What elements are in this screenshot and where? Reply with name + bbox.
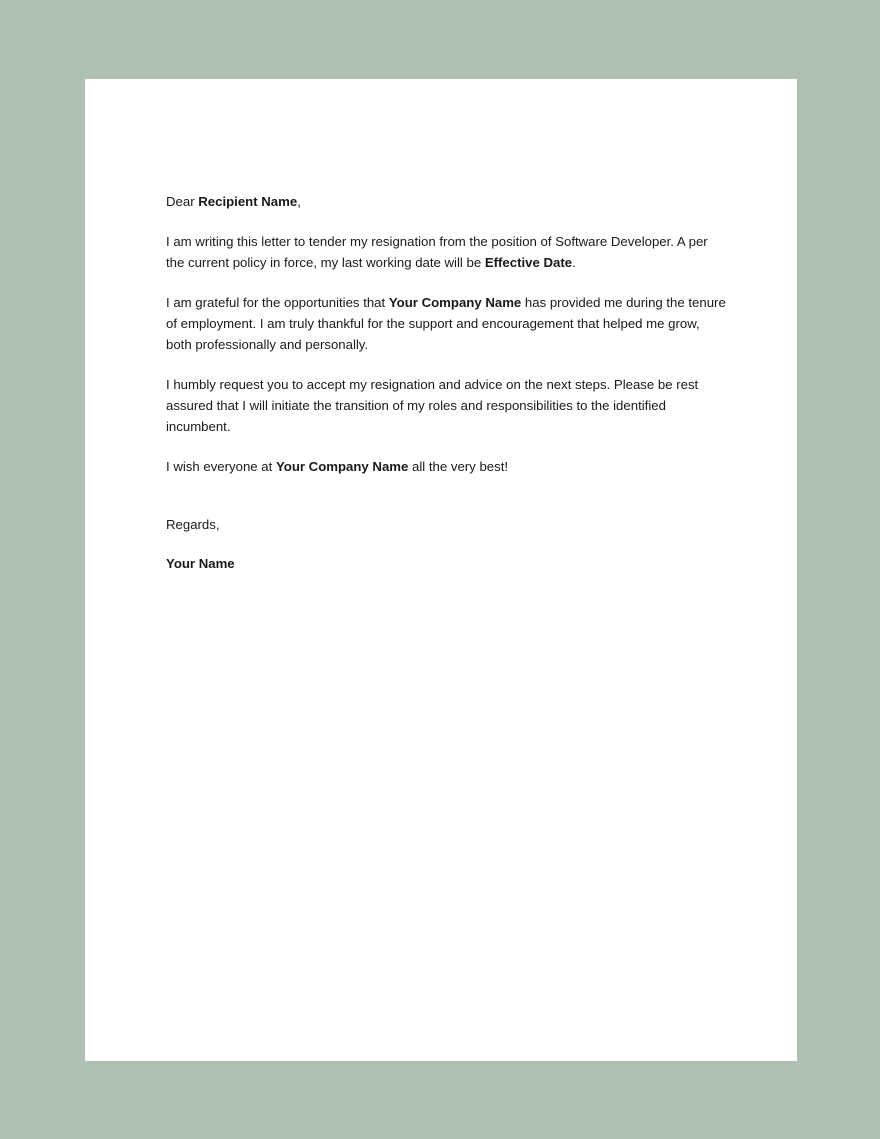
salutation <box>166 191 726 212</box>
paragraph-gratitude <box>166 292 726 355</box>
recipient-name: Recipient Name <box>198 194 298 209</box>
salutation-suffix: , <box>297 194 301 209</box>
company-name: Your Company Name <box>388 295 522 310</box>
paragraph-request: I humbly request you to accept my resignation and advice on the next steps. Please be rest assured that I will initiate the transition of my roles and responsibilities to the identified incumbent. <box>166 377 699 434</box>
paragraph-wishes-end: all the very best! <box>408 459 509 474</box>
signature-name: Your Name <box>166 556 235 571</box>
paragraph-gratitude-start: I am grateful for the opportunities that <box>166 295 389 310</box>
paragraph-resignation <box>166 231 726 273</box>
paragraph-wishes <box>166 456 726 477</box>
closing: Regards, <box>166 517 220 532</box>
company-name: Your Company Name <box>275 459 409 474</box>
effective-date: Effective Date <box>484 255 573 270</box>
salutation-prefix: Dear <box>166 194 199 209</box>
paragraph-resignation-end: . <box>572 255 576 270</box>
paragraph-resignation-text: I am writing this letter to tender my resignation from the position of Software Developer. A per the current policy in force, my last working date will be <box>166 234 708 270</box>
letter-body <box>166 191 726 574</box>
letter-page <box>85 79 797 1061</box>
paragraph-wishes-start: I wish everyone at <box>166 459 276 474</box>
paragraph-gratitude-end: has provided me during the tenure of employment. I am truly thankful for the support and encouragement that helped me grow, both professionally and personally. <box>166 295 726 352</box>
